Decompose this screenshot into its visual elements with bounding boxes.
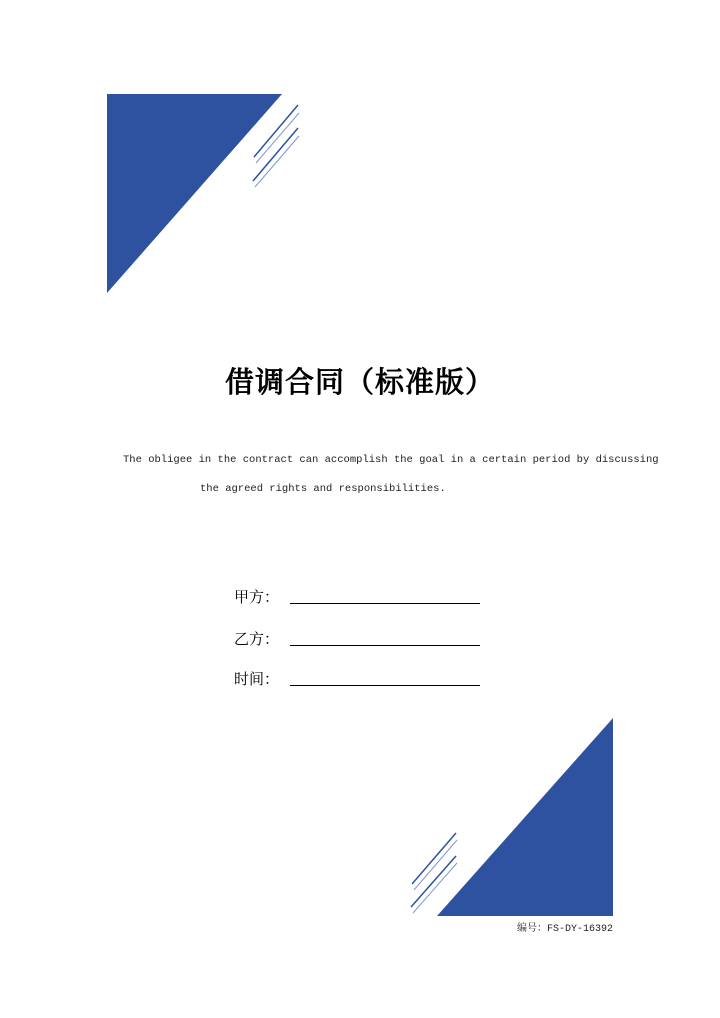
date-label: 时间： (234, 670, 280, 688)
bottom-right-triangle-decoration (0, 700, 720, 940)
party-a-label: 甲方： (234, 588, 280, 606)
date-field (234, 667, 480, 689)
party-a-input-line[interactable] (290, 602, 480, 604)
document-subtitle-line-1: The obligee in the contract can accomplish the goal in a certain period by discussing (123, 454, 659, 466)
document-code: 编号：FS-DY-16392 (516, 924, 613, 935)
party-a-field (234, 585, 480, 607)
top-left-triangle-decoration (0, 0, 720, 320)
document-subtitle-line-2: the agreed rights and responsibilities. (200, 483, 446, 495)
party-b-label: 乙方： (234, 630, 280, 648)
party-b-input-line[interactable] (290, 644, 480, 646)
date-input-line[interactable] (290, 684, 480, 686)
party-b-field (234, 627, 480, 649)
document-title: 借调合同（标准版） (224, 365, 495, 399)
